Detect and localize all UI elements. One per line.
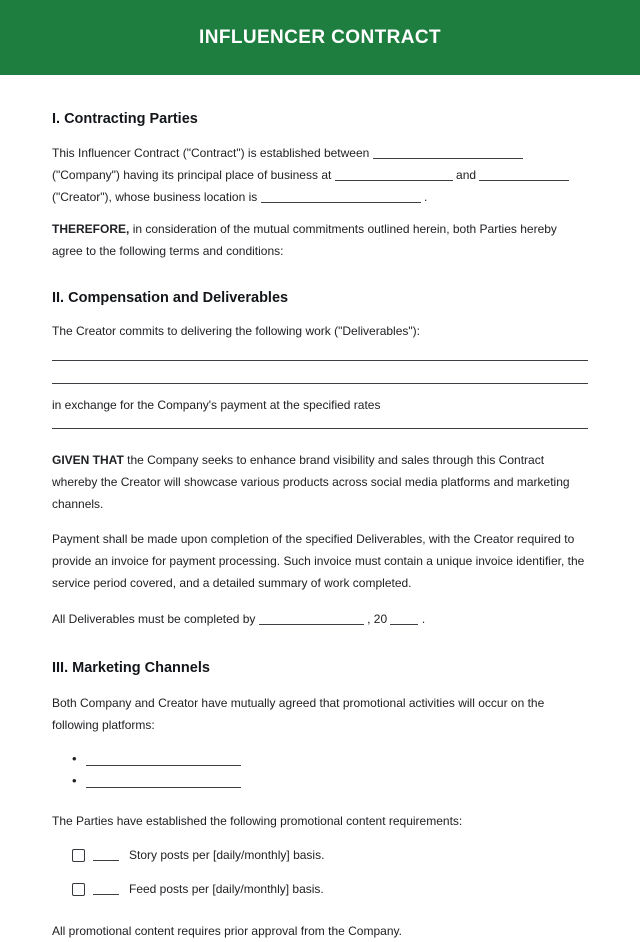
due-text-3: . bbox=[421, 612, 426, 626]
due-text-2: , 20 bbox=[367, 612, 388, 626]
given-that-lead: GIVEN THAT bbox=[52, 453, 124, 467]
creator-name-blank[interactable] bbox=[479, 171, 569, 181]
creator-location-blank[interactable] bbox=[261, 193, 421, 203]
approval-paragraph: All promotional content requires prior approval from the Company. bbox=[52, 924, 402, 938]
document-title: INFLUENCER CONTRACT bbox=[199, 26, 441, 48]
therefore-paragraph bbox=[52, 218, 588, 262]
feed-posts-checkbox[interactable] bbox=[72, 883, 85, 896]
platform-blank-2[interactable] bbox=[86, 778, 241, 788]
given-that-text: the Company seeks to enhance brand visibility and sales through this Contract whereby the Creator will showcase various products across social media platforms and marketing channels. bbox=[52, 453, 570, 511]
platform-blank-1[interactable] bbox=[86, 756, 241, 766]
platform-list bbox=[52, 748, 588, 792]
intro-text-1: This Influencer Contract ("Contract") is established between bbox=[52, 146, 370, 160]
story-posts-count-blank[interactable] bbox=[93, 851, 119, 861]
bullet-icon: • bbox=[72, 751, 77, 766]
due-date-blank[interactable] bbox=[259, 615, 364, 625]
section-1-heading: I. Contracting Parties bbox=[52, 111, 198, 127]
feed-posts-requirement bbox=[52, 878, 588, 900]
section-2-heading: II. Compensation and Deliverables bbox=[52, 290, 289, 306]
contracting-parties-paragraph bbox=[52, 142, 588, 208]
due-text-1: All Deliverables must be completed by bbox=[52, 612, 256, 626]
story-posts-requirement bbox=[52, 844, 588, 866]
company-address-blank[interactable] bbox=[335, 171, 453, 181]
requirements-paragraph: The Parties have established the following promotional content requirements: bbox=[52, 814, 463, 828]
given-that-paragraph bbox=[52, 449, 588, 515]
platform-list-item bbox=[52, 748, 588, 770]
exchange-paragraph: in exchange for the Company's payment at the specified rates bbox=[52, 398, 381, 412]
rates-blank-line[interactable] bbox=[52, 428, 588, 429]
therefore-text: in consideration of the mutual commitments outlined herein, both Parties hereby agree to the following terms and conditions: bbox=[52, 222, 557, 258]
section-3-heading: III. Marketing Channels bbox=[52, 660, 210, 676]
intro-text-4: ("Creator"), whose business location is bbox=[52, 190, 258, 204]
feed-posts-count-blank[interactable] bbox=[93, 885, 119, 895]
deliverables-blank-line-2[interactable] bbox=[52, 383, 588, 384]
story-posts-checkbox[interactable] bbox=[72, 849, 85, 862]
platform-list-item bbox=[52, 770, 588, 792]
document-header bbox=[0, 0, 640, 75]
due-date-paragraph bbox=[52, 608, 588, 630]
payment-paragraph: Payment shall be made upon completion of the specified Deliverables, with the Creator required to provide an invoice for payment processing. Such invoice must contain a unique invoice identifier, the service period covered, and a detailed summary of work completed. bbox=[52, 532, 585, 590]
deliverables-intro-paragraph: The Creator commits to delivering the following work ("Deliverables"): bbox=[52, 324, 420, 338]
due-year-blank[interactable] bbox=[390, 615, 418, 625]
document-body bbox=[0, 109, 640, 942]
bullet-icon: • bbox=[72, 773, 77, 788]
story-posts-label: Story posts per [daily/monthly] basis. bbox=[129, 848, 325, 862]
intro-text-3: and bbox=[456, 168, 477, 182]
platforms-intro-paragraph: Both Company and Creator have mutually agreed that promotional activities will occur on the following platforms: bbox=[52, 696, 545, 732]
company-name-blank[interactable] bbox=[373, 149, 523, 159]
therefore-lead: THEREFORE, bbox=[52, 222, 130, 236]
intro-text-5: . bbox=[423, 190, 428, 204]
feed-posts-label: Feed posts per [daily/monthly] basis. bbox=[129, 882, 324, 896]
deliverables-blank-line-1[interactable] bbox=[52, 360, 588, 361]
intro-text-2: ("Company") having its principal place of business at bbox=[52, 168, 332, 182]
